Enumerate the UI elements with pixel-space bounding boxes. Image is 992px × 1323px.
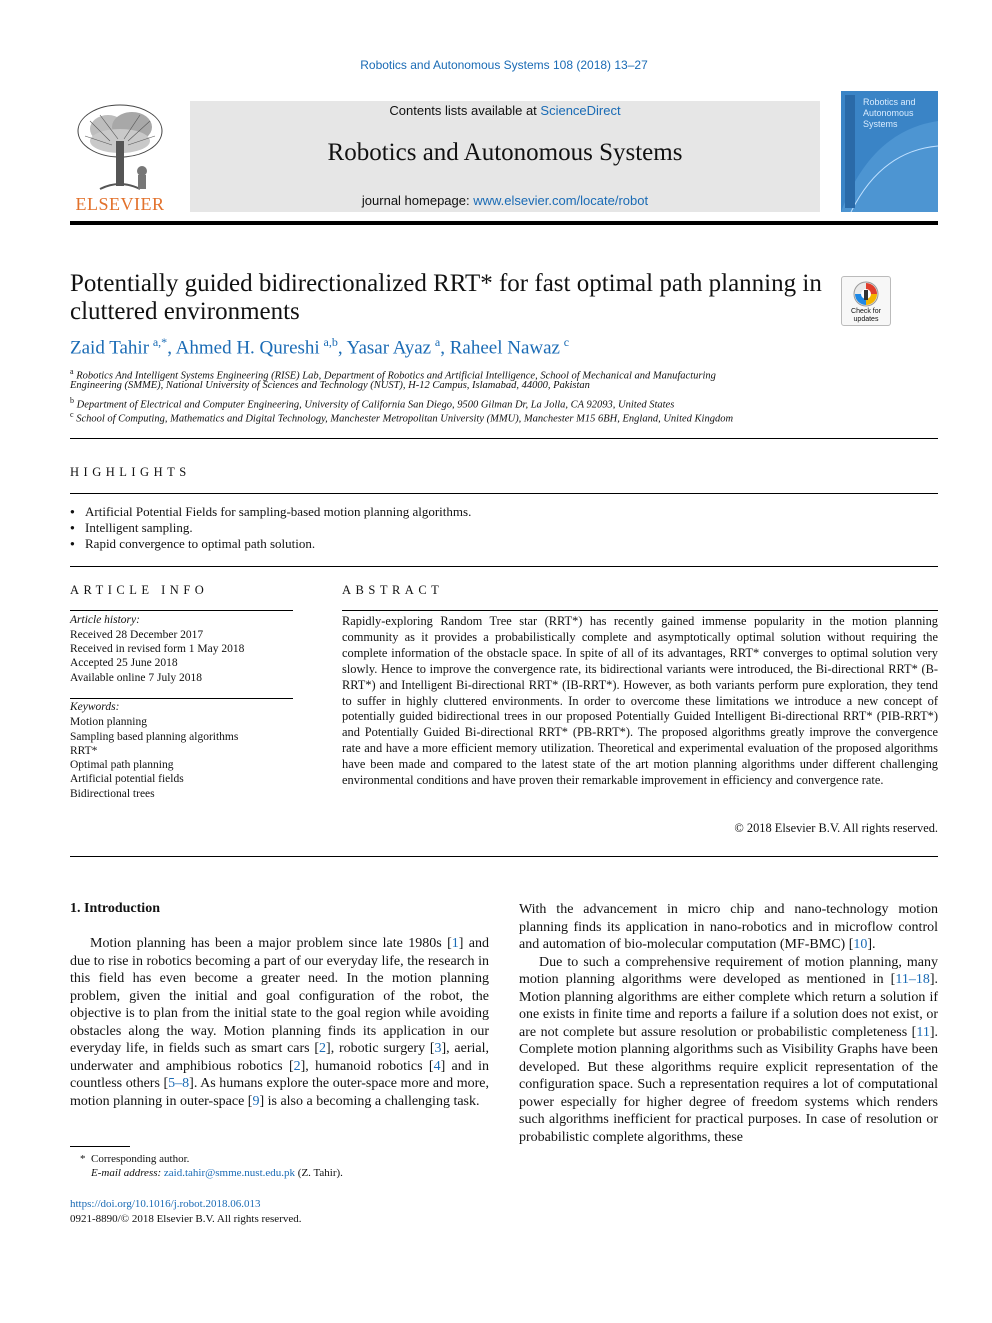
intro-column-left	[70, 935, 489, 1110]
divider	[70, 856, 938, 857]
affiliation-continued: Engineering (SMME), National University of Sciences and Technology (NUST), H-12 Campus, Islamabad, 44000, Pakistan	[70, 380, 590, 391]
paragraph-text: Motion planning has been a major problem since late 1980s [	[90, 936, 452, 951]
crossmark-icon	[853, 281, 879, 307]
intro-paragraph	[519, 954, 938, 1147]
keyword: Bidirectional trees	[70, 788, 155, 800]
citation-link[interactable]: 4	[433, 1058, 441, 1074]
keyword: Artificial potential fields	[70, 773, 184, 785]
highlight-item: ● Artificial Potential Fields for sampling-based motion planning algorithms.	[70, 504, 770, 520]
section-heading-introduction: 1. Introduction	[70, 901, 160, 916]
citation-link[interactable]: 11	[916, 1024, 930, 1040]
journal-cover-thumbnail[interactable]	[841, 91, 938, 212]
abstract-text: Rapidly-exploring Random Tree star (RRT*) has recently gained immense popularity in the motion planning community as it provides a probabilistically complete and asymptotically optimal solution without requiring the complete information of the obstacle space. In spite of all of its advantages, RRT* converges to optimal solution very slowly. Hence to improve the convergence rate, its bidirectional variants were introduced, the Bi-directional RRT* (B-RRT*) and Intelligent Bi-directional RRT* (IB-RRT*). However, as both variants perform pure exploration, they tend to suffer in highly cluttered environments. In order to overcome these limitations we introduce a new concept of potentially guided bidirectional trees in our proposed Potentially Guided Intelligent Bi-directional RRT* (PIB-RRT*) and Potentially Guided Bi-directional RRT* (PB-RRT*). The proposed algorithms greatly improve the convergence rate and have a more efficient memory utilization. Theoretical and experimental evaluation of the proposed algorithms have been made and compared to the latest state of the art motion planning algorithms under different challenging environmental conditions and have proven their remarkable improvement in efficiency and convergence rate.	[342, 614, 938, 788]
author-name[interactable]: Ahmed H. Qureshi	[175, 337, 320, 359]
paragraph-text: With the advancement in micro chip and nano-technology motion planning finds its application in nano-robotics and in microflow control and automation of bio-molecular computation (MF-BMC) [	[519, 902, 938, 952]
highlights-list	[70, 504, 770, 552]
homepage-line: journal homepage: www.elsevier.com/locate/robot	[361, 193, 649, 208]
contents-line: Contents lists available at ScienceDirect	[389, 103, 621, 118]
journal-title: Robotics and Autonomous Systems	[327, 139, 683, 166]
history-entry: Available online 7 July 2018	[70, 672, 203, 684]
affiliation: $^c$ School of Computing, Mathematics and Digital Technology, Manchester Metropolitan University (MMU), Manchester M15 6BH, England, United Kingdom	[70, 410, 734, 425]
citation-link[interactable]: 9	[252, 1093, 260, 1109]
crossmark-label: Check for updates	[851, 308, 881, 323]
email-link[interactable]: zaid.tahir@smme.nust.edu.pk	[163, 1167, 296, 1179]
paragraph-text: ]. Complete motion planning algorithms such as Visibility Graphs have been developed. But these algorithms require explicit representation of the configuration space. Such a representation requires a lot of computational power especially for higher degree of freedom systems which renders such algorithms inefficient for practical purposes. In case of resolution or probabilistic complete algorithms, these	[519, 1024, 938, 1145]
keyword: RRT*	[70, 745, 98, 757]
footnotes	[70, 1152, 490, 1180]
paragraph-text: ], robotic surgery [	[326, 1041, 435, 1056]
abstract-heading: ABSTRACT	[342, 583, 444, 597]
email-footnote: E-mail address: zaid.tahir@smme.nust.edu.pk (Z. Tahir).	[91, 1167, 343, 1179]
citation-link[interactable]: 1	[451, 936, 459, 951]
abstract-copyright: © 2018 Elsevier B.V. All rights reserved.	[734, 821, 938, 835]
paper-title: Potentially guided bidirectionalized RRT* for fast optimal path planning in cluttered environments	[70, 270, 822, 325]
author-affil-mark[interactable]: a,*	[152, 335, 168, 349]
keyword: Motion planning	[70, 716, 147, 728]
history-entry: Received 28 December 2017	[70, 629, 204, 641]
history-entry: Received in revised form 1 May 2018	[70, 643, 245, 655]
citation-link[interactable]: 3	[434, 1041, 442, 1056]
divider	[70, 493, 938, 494]
citation-link[interactable]: 2	[319, 1041, 327, 1056]
author-affil-mark[interactable]: c	[563, 335, 570, 349]
cover-title: Robotics and Autonomous Systems	[863, 97, 916, 129]
paragraph-text: ], humanoid robotics [	[300, 1058, 434, 1074]
paragraph-text: ] and in countless others [	[70, 1058, 490, 1091]
author-name[interactable]: Yasar Ayaz	[346, 337, 432, 359]
intro-paragraph	[519, 901, 938, 954]
intro-paragraph	[70, 935, 489, 1110]
affiliation: $^a$ Robotics And Intelligent Systems Engineering (RISE) Lab, Department of Robotics and Artificial Intelligence, School of Mechanical and Manufacturing	[70, 367, 716, 382]
highlights-heading: HIGHLIGHTS	[70, 465, 191, 479]
sciencedirect-link[interactable]: ScienceDirect	[540, 103, 621, 118]
corresponding-footnote: * Corresponding author.	[80, 1153, 190, 1165]
paragraph-text: ].	[867, 937, 876, 952]
citation-link[interactable]: 5–8	[168, 1076, 190, 1091]
divider	[342, 610, 938, 611]
divider	[70, 698, 293, 699]
paragraph-text: ] is also a becoming a challenging task.	[259, 1093, 480, 1109]
divider	[70, 566, 938, 567]
citation-link[interactable]: 2	[293, 1058, 301, 1074]
footnote-rule	[70, 1146, 130, 1147]
intro-column-right	[519, 901, 938, 1146]
article-info-heading: ARTICLE INFO	[70, 583, 209, 597]
author-affil-mark[interactable]: a,b	[323, 335, 338, 349]
header-rule	[70, 221, 938, 225]
paragraph-text: Due to such a comprehensive requirement of motion planning, many motion planning algorithms were developed as mentioned in [	[519, 954, 938, 987]
affiliation: $^b$ Department of Electrical and Computer Engineering, University of California San Diego, 9500 Gilman Dr, La Jolla, CA 92093, United States	[70, 396, 675, 411]
divider	[70, 438, 938, 439]
highlight-item: ● Rapid convergence to optimal path solution.	[70, 536, 770, 552]
doi-link[interactable]: https://doi.org/10.1016/j.robot.2018.06.013	[70, 1198, 261, 1210]
history-entry: Accepted 25 June 2018	[70, 657, 178, 669]
highlight-item: ● Intelligent sampling.	[70, 520, 770, 536]
author-name[interactable]: Zaid Tahir	[70, 337, 150, 359]
publisher-name: ELSEVIER	[75, 194, 165, 214]
paragraph-text: ]. As humans explore the outer-space more and more, motion planning in outer-space [	[70, 1076, 489, 1109]
author-affil-mark[interactable]: a	[434, 335, 441, 349]
issn-line: 0921-8890/© 2018 Elsevier B.V. All rights reserved.	[70, 1213, 302, 1225]
homepage-link[interactable]: www.elsevier.com/locate/robot	[473, 193, 649, 208]
citation-link[interactable]: 10	[853, 937, 868, 952]
journal-reference[interactable]: Robotics and Autonomous Systems 108 (2018) 13–27	[360, 58, 648, 72]
doi-block	[70, 1197, 490, 1227]
article-history-label: Article history:	[70, 614, 140, 626]
keywords-label: Keywords:	[70, 701, 120, 713]
keyword: Sampling based planning algorithms	[70, 731, 239, 743]
check-for-updates-badge[interactable]	[841, 276, 891, 326]
paragraph-text: ], aerial, underwater and amphibious robotics [	[70, 1041, 489, 1074]
author-list: Zaid Tahir $^{a,*}$, Ahmed H. Qureshi $^{a,b}$, Yasar Ayaz $^a$, Raheel Nawaz $^c$	[70, 335, 570, 359]
elsevier-logo	[70, 101, 170, 213]
citation-link[interactable]: 11–18	[895, 972, 930, 987]
paragraph-text: ]. Motion planning algorithms are either complete which return a solution if one exists in finite time and reports a failure if a solution does not exist, or are not complete but assure resolution or probabilistic completeness [	[519, 972, 938, 1040]
paragraph-text: ] and due to rise in robotics becoming a part of our everyday life, the research in this field has even become a greater need. In the motion planning problem, given the initial and goal configuration of the robot, the objective is to plan from the initial state to the goal region while avoiding obstacles along the way. Motion planning finds its application in our everyday life, in fields such as smart cars [	[70, 936, 489, 1056]
keyword: Optimal path planning	[70, 759, 174, 771]
divider	[70, 610, 293, 611]
author-name[interactable]: Raheel Nawaz	[449, 337, 560, 359]
